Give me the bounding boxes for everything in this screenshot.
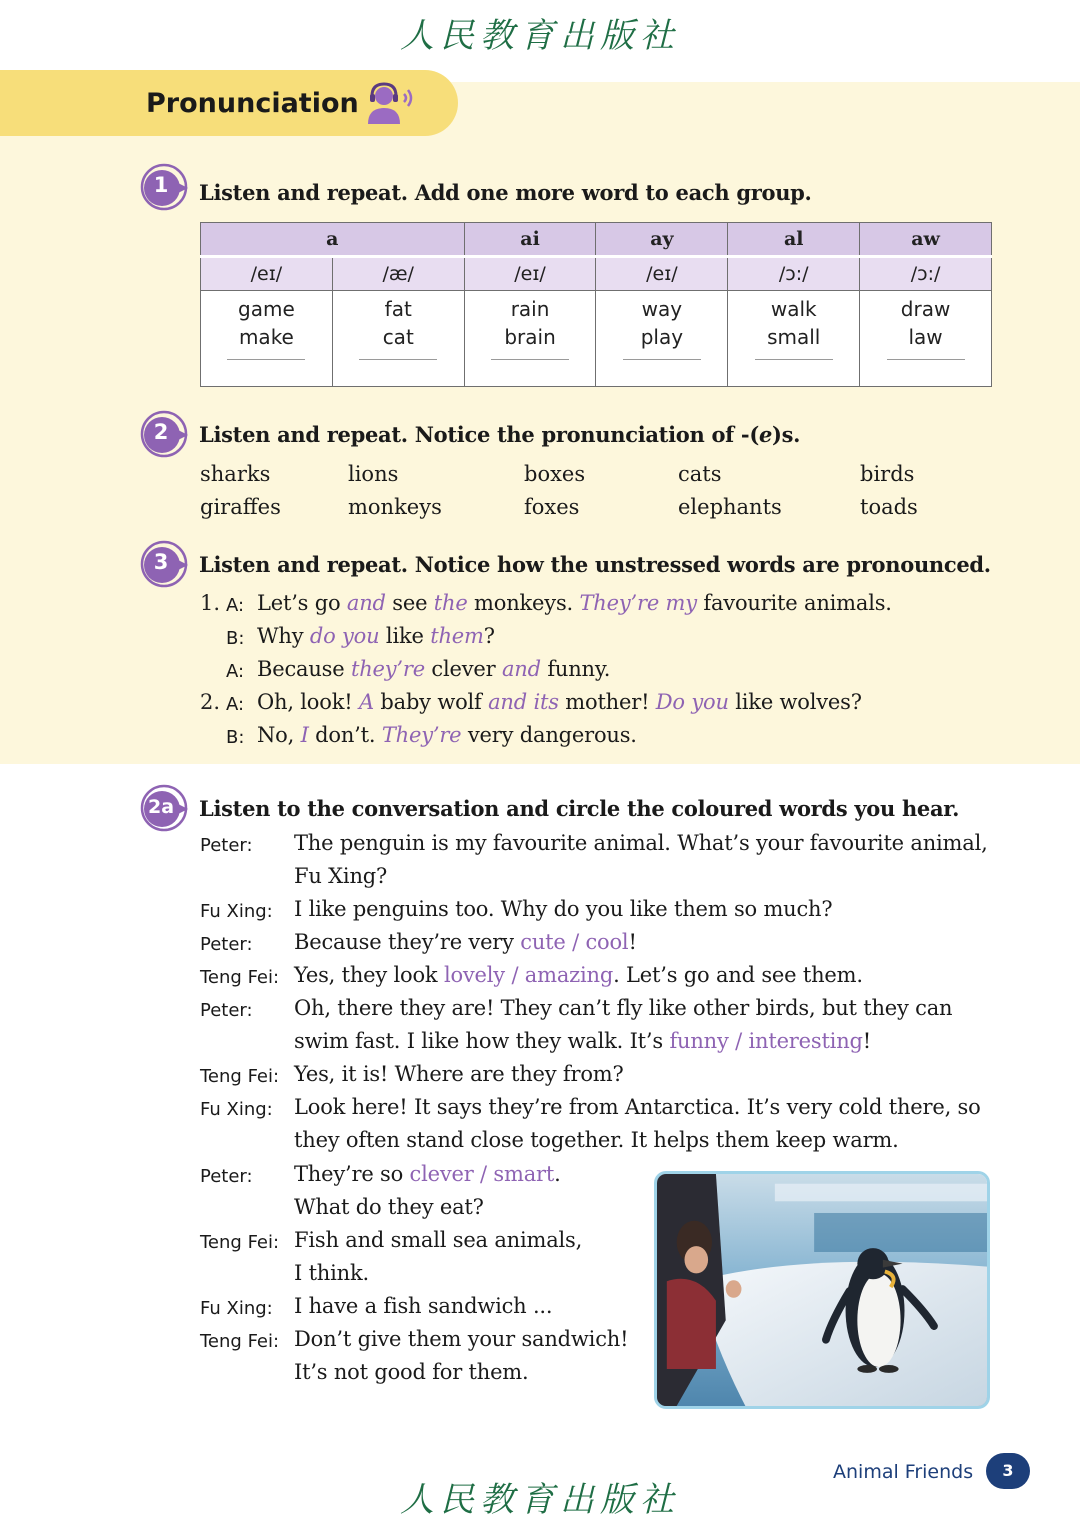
unstressed-word: Do you bbox=[655, 690, 729, 714]
unstressed-word: They’re bbox=[381, 723, 462, 747]
word-cell bbox=[332, 291, 464, 387]
stressed-text: mother! bbox=[558, 690, 656, 714]
speaker-label: Teng Fei: bbox=[200, 1232, 280, 1253]
stressed-text: clever bbox=[424, 657, 502, 681]
unstressed-word: them bbox=[430, 624, 484, 648]
conversation-line bbox=[294, 1162, 561, 1186]
conversation-line: I think. bbox=[294, 1261, 369, 1285]
word-choice[interactable]: funny / interesting bbox=[669, 1029, 863, 1053]
dialogue-number: 1. bbox=[200, 591, 221, 615]
example-word: walk bbox=[770, 297, 817, 321]
speaker-label: Peter: bbox=[200, 1166, 253, 1187]
stressed-text: baby wolf bbox=[373, 690, 489, 714]
conversation-line: I like penguins too. Why do you like them so much? bbox=[294, 897, 833, 921]
example-word: fat bbox=[384, 297, 412, 321]
word-choice[interactable]: lovely / amazing bbox=[443, 963, 614, 987]
example-word: draw bbox=[900, 297, 951, 321]
exercise-1-number: 1 bbox=[153, 173, 169, 197]
speaker-label: A: bbox=[226, 661, 245, 682]
plural-word: birds bbox=[860, 462, 915, 486]
conversation-line: Look here! It says they’re from Antarctica. It’s very cold there, so bbox=[294, 1095, 981, 1119]
plural-word: sharks bbox=[200, 462, 271, 486]
example-word: brain bbox=[504, 325, 556, 349]
speaker-label: Teng Fei: bbox=[200, 967, 280, 988]
speaker-label: A: bbox=[226, 694, 245, 715]
line-text: . bbox=[554, 1162, 561, 1186]
stressed-text: like wolves? bbox=[728, 690, 862, 714]
sound-header: /ɔ:/ bbox=[860, 257, 992, 291]
conversation-line: Yes, it is! Where are they from? bbox=[294, 1062, 624, 1086]
plural-word: lions bbox=[348, 462, 399, 486]
unstressed-word: I bbox=[300, 723, 309, 747]
conversation-line: What do they eat? bbox=[294, 1195, 484, 1219]
dialogue-line bbox=[257, 624, 495, 648]
stressed-text: very dangerous. bbox=[461, 723, 637, 747]
plural-word: elephants bbox=[678, 495, 782, 519]
stressed-text: funny. bbox=[540, 657, 611, 681]
unstressed-word: They’re my bbox=[579, 591, 697, 615]
unstressed-word: A bbox=[358, 690, 374, 714]
conversation-line: Don’t give them your sandwich! bbox=[294, 1327, 629, 1351]
conversation-line bbox=[294, 1029, 871, 1053]
dialogue-number: 2. bbox=[200, 690, 221, 714]
stressed-text: Why bbox=[257, 624, 310, 648]
sound-header: /ɔ:/ bbox=[728, 257, 860, 291]
sound-header: /eɪ/ bbox=[201, 257, 333, 291]
spelling-header-al: al bbox=[728, 223, 860, 257]
speaker-label: Fu Xing: bbox=[200, 1298, 273, 1319]
spelling-sound-table bbox=[200, 222, 992, 387]
stressed-text: like bbox=[379, 624, 431, 648]
exercise-2a-instruction: Listen to the conversation and circle the coloured words you hear. bbox=[199, 796, 960, 821]
exercise-1-instruction: Listen and repeat. Add one more word to each group. bbox=[199, 180, 812, 205]
stressed-text: monkeys. bbox=[467, 591, 580, 615]
exercise-2-number: 2 bbox=[153, 420, 169, 444]
speaker-label: Teng Fei: bbox=[200, 1066, 280, 1087]
dialogue-line bbox=[257, 690, 862, 714]
conversation-line: Fish and small sea animals, bbox=[294, 1228, 583, 1252]
stressed-text: see bbox=[385, 591, 434, 615]
speaker-label: Peter: bbox=[200, 835, 253, 856]
speaker-label: Peter: bbox=[200, 1000, 253, 1021]
instruction-text: e bbox=[758, 422, 773, 447]
stressed-text: No, bbox=[257, 723, 301, 747]
conversation-line bbox=[294, 930, 637, 954]
publisher-watermark-top: 人民教育出版社 bbox=[400, 16, 680, 56]
example-word: cat bbox=[382, 325, 414, 349]
exercise-1-badge bbox=[138, 161, 190, 213]
penguin-photo bbox=[654, 1171, 990, 1409]
unit-title: Animal Friends bbox=[833, 1461, 974, 1483]
exercise-3-badge bbox=[138, 538, 190, 590]
word-choice[interactable]: clever / smart bbox=[409, 1162, 555, 1186]
sound-header: /eɪ/ bbox=[464, 257, 596, 291]
exercise-2a-badge bbox=[138, 782, 190, 834]
spelling-header-aw: aw bbox=[860, 223, 992, 257]
example-word: small bbox=[767, 325, 821, 349]
publisher-watermark-bottom: 人民教育出版社 bbox=[400, 1480, 680, 1520]
plural-word: cats bbox=[678, 462, 722, 486]
speaker-label: Fu Xing: bbox=[200, 1099, 273, 1120]
line-text: swim fast. I like how they walk. It’s bbox=[294, 1029, 670, 1053]
unstressed-word: the bbox=[433, 591, 468, 615]
conversation-line: It’s not good for them. bbox=[294, 1360, 529, 1384]
sound-header: /æ/ bbox=[332, 257, 464, 291]
line-text: ! bbox=[862, 1029, 872, 1053]
listening-person-icon bbox=[366, 82, 416, 126]
dialogue-line bbox=[257, 591, 892, 615]
example-word: play bbox=[640, 325, 684, 349]
stressed-text: don’t. bbox=[308, 723, 382, 747]
stressed-text: favourite animals. bbox=[696, 591, 892, 615]
answer-blank[interactable] bbox=[887, 359, 965, 360]
speaker-label: B: bbox=[226, 628, 245, 649]
answer-blank[interactable] bbox=[623, 359, 701, 360]
speaker-label: B: bbox=[226, 727, 245, 748]
exercise-3-instruction: Listen and repeat. Notice how the unstressed words are pronounced. bbox=[199, 552, 991, 577]
page-number: 3 bbox=[986, 1453, 1030, 1489]
line-text: Yes, they look bbox=[294, 963, 444, 987]
conversation-line: Oh, there they are! They can’t fly like other birds, but they can bbox=[294, 996, 953, 1020]
example-word: game bbox=[238, 297, 295, 321]
unstressed-word: and bbox=[501, 657, 541, 681]
word-cell bbox=[201, 291, 333, 387]
plural-word: monkeys bbox=[348, 495, 442, 519]
conversation-line: Fu Xing? bbox=[294, 864, 388, 888]
example-word: make bbox=[238, 325, 294, 349]
dialogue-line bbox=[257, 723, 637, 747]
unstressed-word: they’re bbox=[350, 657, 425, 681]
plural-word: foxes bbox=[524, 495, 580, 519]
stressed-text: ? bbox=[483, 624, 495, 648]
word-cell bbox=[728, 291, 860, 387]
line-text: They’re so bbox=[294, 1162, 410, 1186]
conversation-line bbox=[294, 963, 863, 987]
word-cell bbox=[860, 291, 992, 387]
unstressed-word: and bbox=[346, 591, 386, 615]
exercise-2-badge bbox=[138, 408, 190, 460]
stressed-text: Oh, look! bbox=[257, 690, 359, 714]
line-text: Because they’re very bbox=[294, 930, 521, 954]
section-title: Pronunciation bbox=[146, 88, 359, 119]
line-text: . Let’s go and see them. bbox=[613, 963, 863, 987]
plural-word: boxes bbox=[524, 462, 586, 486]
exercise-2a-number: 2a bbox=[147, 796, 175, 818]
exercise-3-number: 3 bbox=[153, 550, 169, 574]
exercise-2-instruction bbox=[199, 422, 800, 447]
example-word: law bbox=[908, 325, 943, 349]
conversation-line: they often stand close together. It helps them keep warm. bbox=[294, 1128, 899, 1152]
answer-blank[interactable] bbox=[755, 359, 833, 360]
stressed-text: Let’s go bbox=[257, 591, 347, 615]
line-text: ! bbox=[628, 930, 637, 954]
word-choice[interactable]: cute / cool bbox=[520, 930, 629, 954]
instruction-text: Listen and repeat. Notice the pronunciation of -( bbox=[199, 422, 759, 447]
word-cell bbox=[596, 291, 728, 387]
speaker-label: Fu Xing: bbox=[200, 901, 273, 922]
spelling-header-ai: ai bbox=[464, 223, 596, 257]
plural-word: giraffes bbox=[200, 495, 281, 519]
word-cell bbox=[464, 291, 596, 387]
speaker-label: Peter: bbox=[200, 934, 253, 955]
answer-blank[interactable] bbox=[359, 359, 437, 360]
spelling-header-ay: ay bbox=[596, 223, 728, 257]
example-word: way bbox=[641, 297, 683, 321]
conversation-line: The penguin is my favourite animal. What’s your favourite animal, bbox=[294, 831, 988, 855]
speaker-label: Teng Fei: bbox=[200, 1331, 280, 1352]
instruction-text: )s. bbox=[772, 422, 801, 447]
stressed-text: Because bbox=[257, 657, 351, 681]
speaker-label: A: bbox=[226, 595, 245, 616]
dialogue-line bbox=[257, 657, 610, 681]
answer-blank[interactable] bbox=[227, 359, 305, 360]
unstressed-word: do you bbox=[309, 624, 380, 648]
spelling-header-a: a bbox=[201, 223, 465, 257]
conversation-line: I have a fish sandwich ... bbox=[294, 1294, 553, 1318]
plural-word: toads bbox=[860, 495, 918, 519]
example-word: rain bbox=[510, 297, 550, 321]
answer-blank[interactable] bbox=[491, 359, 569, 360]
unstressed-word: and its bbox=[488, 690, 559, 714]
sound-header: /eɪ/ bbox=[596, 257, 728, 291]
